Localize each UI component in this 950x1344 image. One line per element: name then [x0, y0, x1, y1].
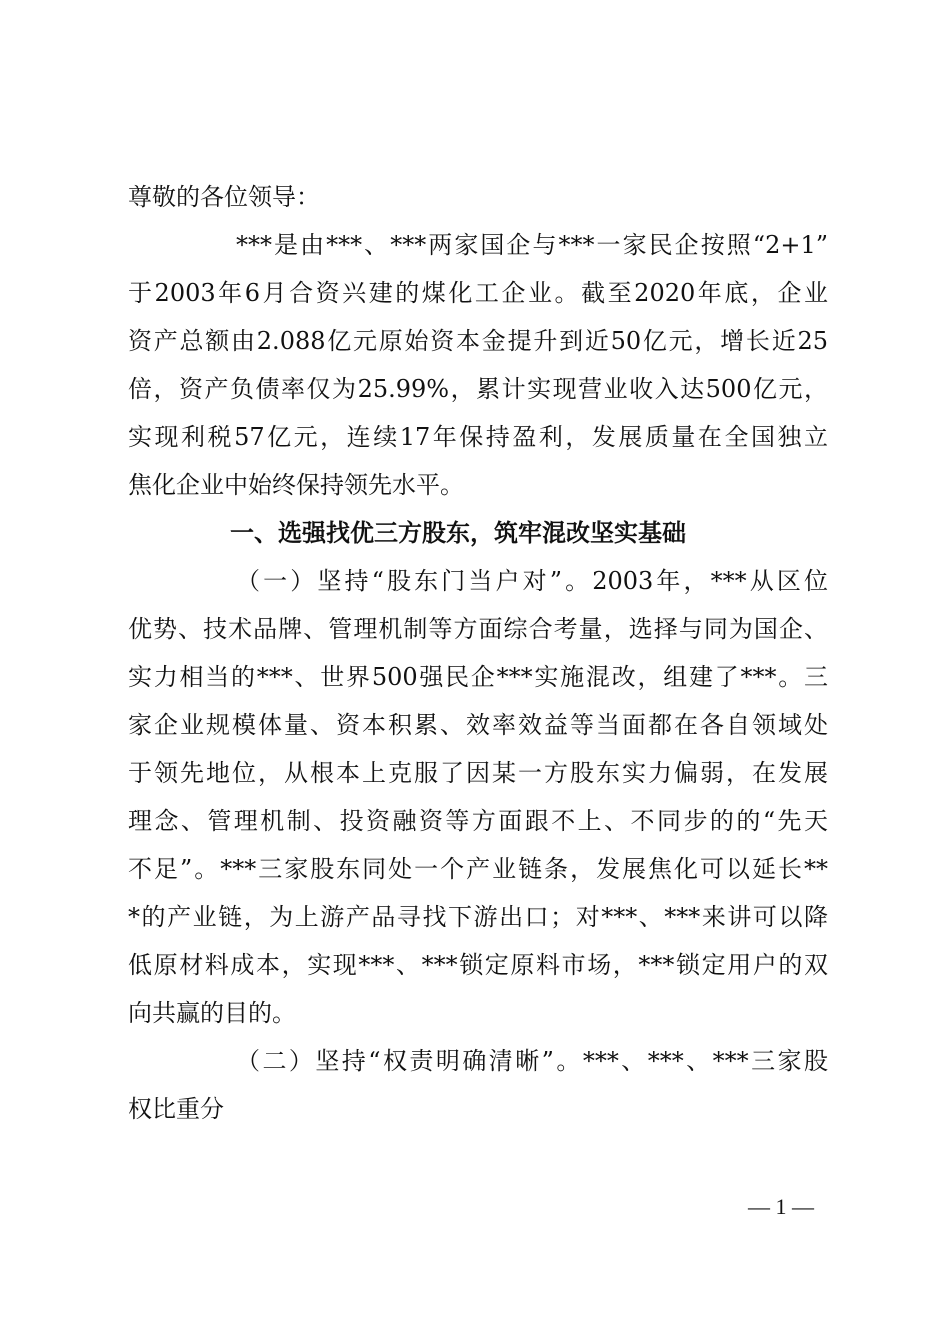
- subsection1-line-9: 低原材料成本，实现***、***锁定原料市场，***锁定用户的双: [128, 951, 828, 979]
- subsection1-line-8: *的产业链，为上游产品寻找下游出口；对***、***来讲可以降: [128, 903, 828, 931]
- subsection1-line-4: 家企业规模体量、资本积累、效率效益等当面都在各自领域处: [128, 711, 828, 739]
- subsection2-line-2: 权比重分: [128, 1095, 224, 1123]
- page-number: — 1 —: [748, 1194, 814, 1219]
- subsection2-line-1: （二）坚持“权责明确清晰”。***、***、***三家股: [236, 1047, 828, 1075]
- subsection1-line-1: （一）坚持“股东门当户对”。2003年，***从区位: [236, 567, 828, 595]
- subsection1-line-6: 理念、管理机制、投资融资等方面跟不上、不同步的的“先天: [128, 807, 828, 835]
- intro-line-2: 于2003年6月合资兴建的煤化工企业。截至2020年底，企业: [128, 279, 828, 307]
- subsection1-line-7: 不足”。***三家股东同处一个产业链条，发展焦化可以延长**: [128, 855, 828, 883]
- intro-line-1: ***是由***、***两家国企与***一家民企按照“2+1”: [236, 231, 828, 259]
- intro-line-3: 资产总额由2.088亿元原始资本金提升到近50亿元，增长近25: [128, 327, 828, 355]
- subsection1-line-5: 于领先地位，从根本上克服了因某一方股东实力偏弱，在发展: [128, 759, 828, 787]
- subsection1-line-3: 实力相当的***、世界500强民企***实施混改，组建了***。三: [128, 663, 828, 691]
- subsection1-line-10: 向共赢的目的。: [128, 999, 296, 1027]
- salutation: 尊敬的各位领导：: [128, 183, 320, 211]
- intro-line-6: 焦化企业中始终保持领先水平。: [128, 471, 464, 499]
- section-heading: 一、选强找优三方股东，筑牢混改坚实基础: [230, 519, 686, 547]
- subsection1-line-2: 优势、技术品牌、管理机制等方面综合考量，选择与同为国企、: [128, 615, 828, 643]
- intro-line-4: 倍，资产负债率仅为25.99%，累计实现营业收入达500亿元，: [128, 375, 828, 403]
- intro-line-5: 实现利税57亿元，连续17年保持盈利，发展质量在全国独立: [128, 423, 828, 451]
